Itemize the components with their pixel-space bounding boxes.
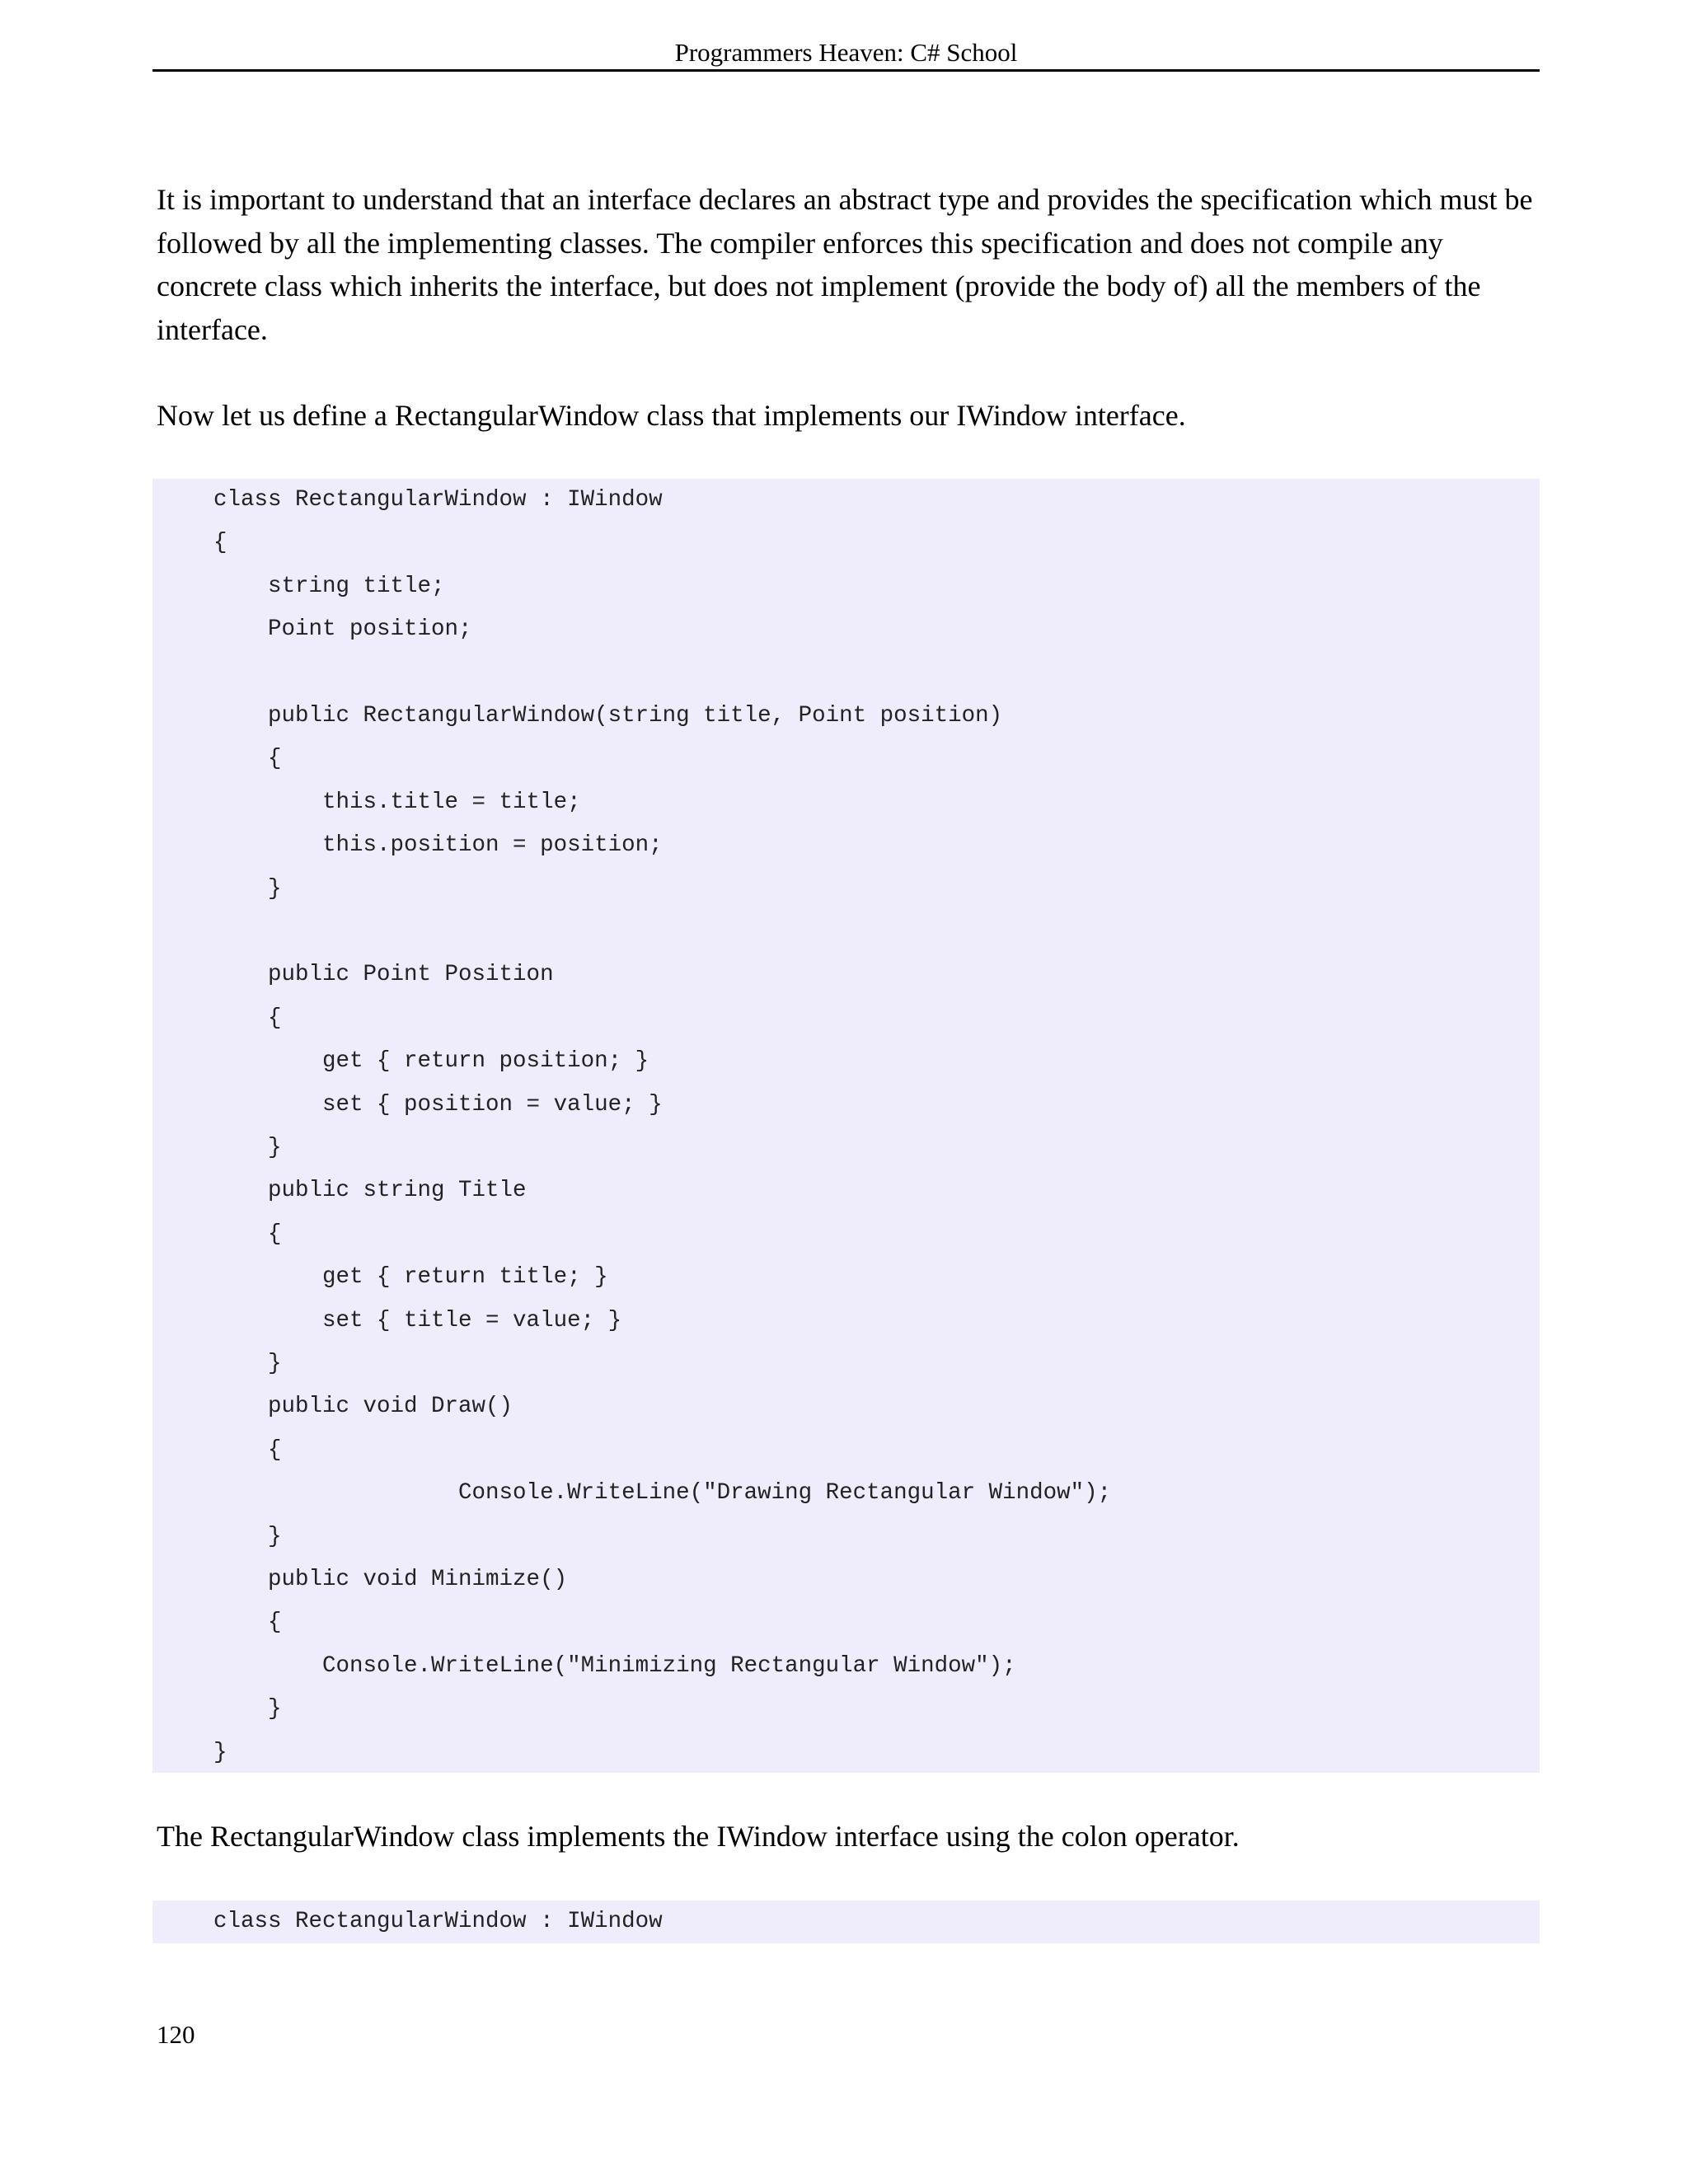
code-line: class RectangularWindow : IWindow: [213, 487, 663, 513]
code-line: this.position = position;: [213, 832, 663, 859]
code-line: get { return position; }: [213, 1048, 649, 1075]
code-line: {: [213, 530, 227, 556]
paragraph-define-class: Now let us define a RectangularWindow class that implements our IWindow interface.: [157, 399, 1186, 432]
header-rule: [152, 69, 1540, 72]
code-line: {: [213, 1436, 282, 1463]
code-line: }: [213, 1135, 282, 1160]
code-line: public string Title: [213, 1178, 527, 1204]
code-line: }: [213, 1351, 282, 1376]
code-line: string title;: [213, 573, 445, 599]
code-line: public Point Position: [213, 962, 554, 988]
code-line: public RectangularWindow(string title, Point position): [213, 703, 1003, 729]
code-line: get { return title; }: [213, 1264, 608, 1291]
code-line: Console.WriteLine("Minimizing Rectangular Window");: [213, 1652, 1016, 1679]
code-line: class RectangularWindow : IWindow: [213, 1909, 663, 1934]
code-line: public void Draw(): [213, 1394, 513, 1420]
code-line: }: [213, 875, 282, 902]
running-header: Programmers Heaven: C# School: [674, 38, 1018, 67]
code-line: public void Minimize(): [213, 1567, 568, 1592]
code-line: {: [213, 746, 282, 772]
paragraph-colon-operator: The RectangularWindow class implements the IWindow interface using the colon operator.: [157, 1820, 1240, 1853]
code-line: {: [213, 1610, 282, 1636]
code-line: }: [213, 1739, 227, 1765]
code-line: set { position = value; }: [213, 1091, 663, 1118]
page-number: 120: [157, 2020, 195, 2049]
code-line: Console.WriteLine("Drawing Rectangular Window");: [213, 1480, 1112, 1507]
code-line: }: [213, 1696, 282, 1722]
code-line: {: [213, 1005, 282, 1031]
code-line: set { title = value; }: [213, 1307, 622, 1333]
code-line: }: [213, 1523, 282, 1549]
paragraph-interface-specification: It is important to understand that an interface declares an abstract type and provides the specification which must be followed by all the implementing classes. The compiler enforces this specification and does not compile any concrete class which inherits the interface, but does not implement (provide the body of) all the members of the interface.: [157, 183, 1533, 346]
code-line: this.title = title;: [213, 789, 581, 815]
code-line: Point position;: [213, 616, 472, 643]
code-block-class-declaration: [152, 1900, 1540, 1943]
code-block-rectangular-window: [152, 479, 1540, 1773]
code-line: {: [213, 1221, 282, 1247]
